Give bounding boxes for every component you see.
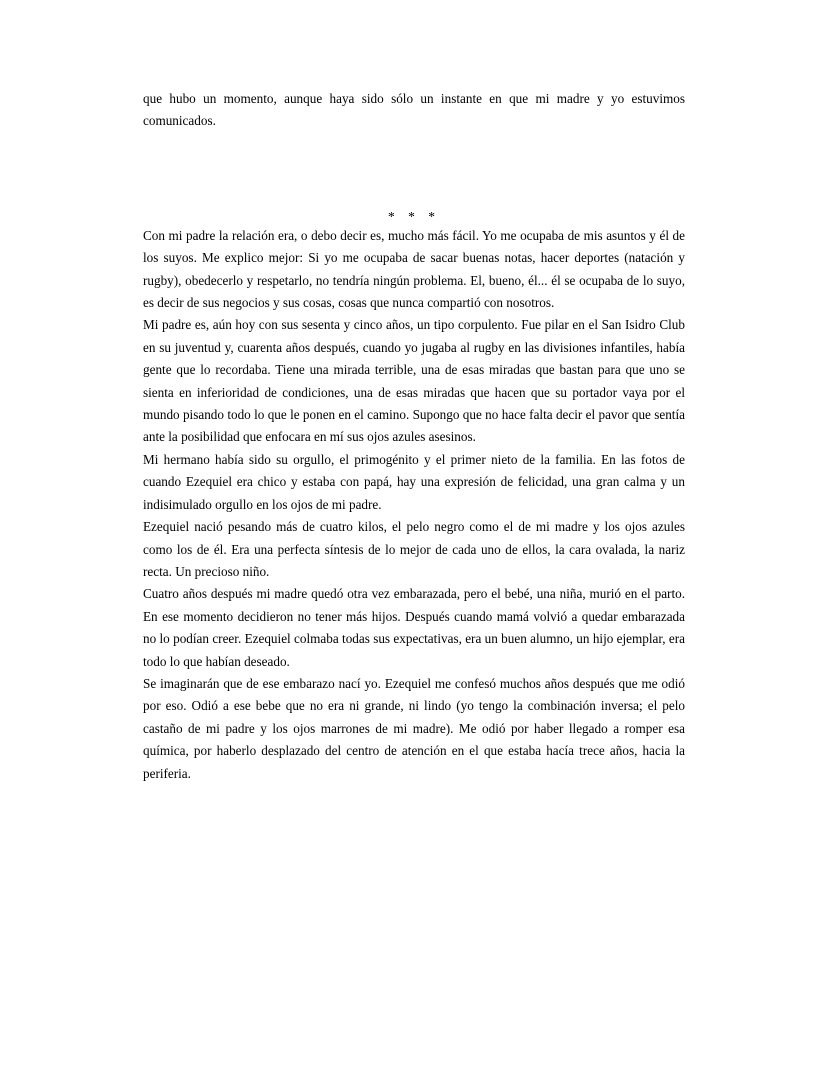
paragraph-opening: que hubo un momento, aunque haya sido sólo un instante en que mi madre y yo estuvimos comunicados.	[143, 91, 685, 129]
paragraph-ezequiel-birth: Ezequiel nació pesando más de cuatro kilos, el pelo negro como el de mi madre y los ojos azules como los de él. Era una perfecta síntesis de lo mejor de cada uno de ellos, la cara ovalada, la nariz recta. Un precioso niño.	[143, 519, 685, 579]
paragraph-brother-pride: Mi hermano había sido su orgullo, el primogénito y el primer nieto de la familia. En las fotos de cuando Ezequiel era chico y estaba con papá, hay una expresión de felicidad, una gran calma y un indisimulado orgullo en los ojos de mi padre.	[143, 451, 685, 512]
text-column	[143, 88, 685, 785]
section-divider: * * *	[388, 208, 440, 224]
paragraph-pregnancy: Cuatro años después mi madre quedó otra vez embarazada, pero el bebé, una niña, murió en el parto. En ese momento decidieron no tener más hijos. Después cuando mamá volvió a quedar embarazada no lo podían creer. Ezequiel colmaba todas sus expectativas, era un buen alumno, un hijo ejemplar, era todo lo que habían deseado.	[143, 586, 685, 669]
paragraph-father-description: Mi padre es, aún hoy con sus sesenta y cinco años, un tipo corpulento. Fue pilar en el San Isidro Club en su juventud y, cuarenta años después, cuando yo jugaba al rugby en las divisiones infantiles, había gente que lo recordaba. Tiene una mirada terrible, una de esas miradas que bastan para que uno se sienta en inferioridad de condiciones, una de esas miradas que hacen que su portador vaya por el mundo pisando todo lo que le ponen en el camino. Supongo que no hace falta decir el pavor que sentía ante la posibilidad que enfocara en mí sus ojos azules asesinos.	[143, 317, 685, 445]
paragraph-narrator-birth: Se imaginarán que de ese embarazo nací yo. Ezequiel me confesó muchos años después que me odió por eso. Odió a ese bebe que no era ni grande, ni lindo (yo tengo la combinación inversa; el pelo castaño de mi padre y los ojos marrones de mi madre). Me odió por haber llegado a romper esa química, por haberlo desplazado del centro de atención en el que estaba hacía trece años, hacia la periferia.	[143, 675, 685, 781]
paragraph-father-relationship: Con mi padre la relación era, o debo decir es, mucho más fácil. Yo me ocupaba de mis asuntos y él de los suyos. Me explico mejor: Si yo me ocupaba de sacar buenas notas, hacer deportes (natación y rugby), obedecerlo y respetarlo, no tendría ningún problema. El, bueno, él... él se ocupaba de lo suyo, es decir de sus negocios y sus cosas, cosas que nunca compartió con nosotros.	[143, 227, 685, 311]
